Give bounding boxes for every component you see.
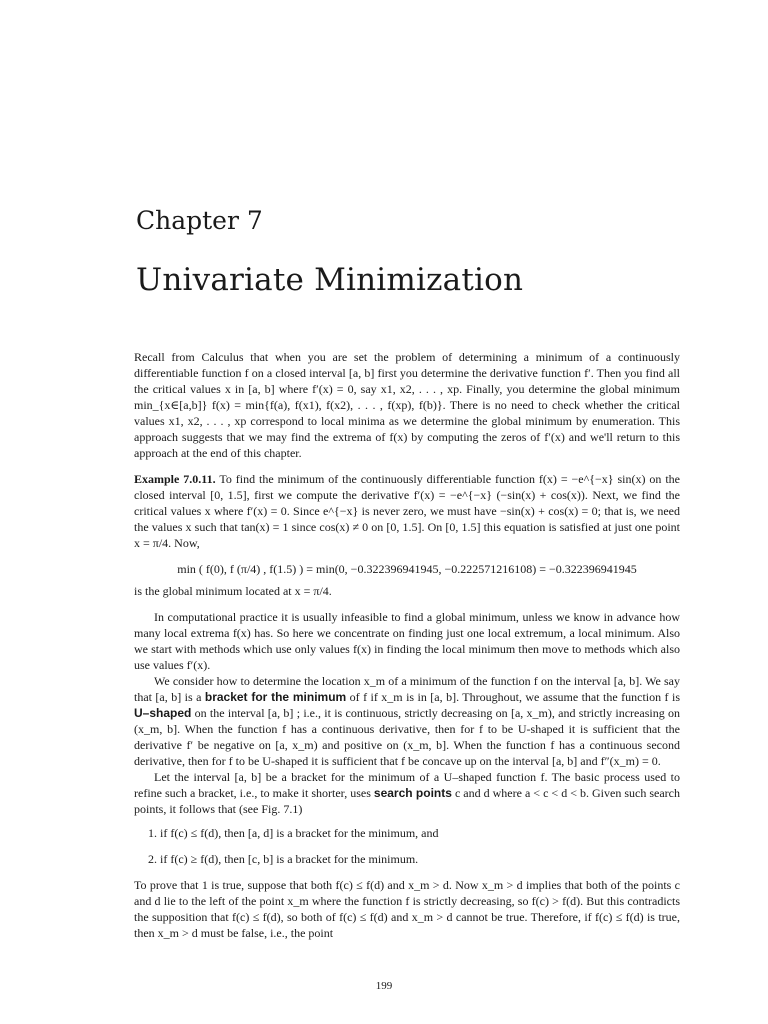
paragraph-bracket-part-c: on the interval [a, b] ; i.e., it is continuous, strictly decreasing on [a, x_m), and strictly increasing on (x_m, b]. When the function f has a continuous derivative, then for f to be U-shaped it is sufficient that the derivative f′ be negative on [a, x_m) and positive on (x_m, b]. When the function f has a continuous second derivative, then for f to be U-shaped it is sufficient that f be concave up on the interval [a, b] and f″(x_m) = 0. — [134, 706, 680, 768]
paragraph-computational: In computational practice it is usually infeasible to find a global minimum, unless we know in advance how many local extrema f(x) has. So here we concentrate on finding just one local extremum, a local minimum. Also we start with methods which use only values f(x) in finding the local minimum then move to methods which also use values f′(x). — [134, 610, 680, 672]
term-bracket-for-minimum: bracket for the minimum — [204, 690, 347, 704]
paragraph-bracket-part-a: We consider how to determine the location x_m of a minimum of the function f on the interval [a, b]. We say that [a, b] is a — [134, 674, 680, 704]
example-heading: Example 7.0.11. — [134, 472, 216, 486]
chapter-label: Chapter 7 — [136, 206, 263, 235]
paragraph-proof: To prove that 1 is true, suppose that both f(c) ≤ f(d) and x_m > d. Now x_m > d implies that both of the points c and d lie to the left of the point x_m where the function f is strictly decreasing, so f(c) > f(d). But this contradicts the supposition that f(c) ≤ f(d), so both of f(c) ≤ f(d) and x_m > d cannot be true. Therefore, if f(c) ≤ f(d) is true, then x_m > d must be false, i.e., the point — [134, 878, 680, 940]
paragraph-search-part-b: c and d where a < c < d < b. Given such search points, it follows that (see Fig. 7.1) — [134, 786, 681, 816]
term-u-shaped: U–shaped — [134, 706, 192, 720]
example-text: To find the minimum of the continuously differentiable function f(x) = −e^{−x} sin(x) on the closed interval [0, 1.5], first we compute the derivative f′(x) = −e^{−x} (−sin(x) + cos(x)). Next, we find the critical values x where f′(x) = 0. Since e^{−x} is never zero, we must have −sin(x) + cos(x) = 0; that is, we need the values x such that tan(x) = 1 since cos(x) ≠ 0 on [0, 1.5]. On [0, 1.5] this equation is satisfied at just one point x = π/4. Now, — [134, 472, 680, 550]
after-display-text: is the global minimum located at x = π/4. — [134, 584, 332, 598]
paragraph-bracket — [134, 673, 680, 769]
chapter-title: Univariate Minimization — [136, 262, 524, 298]
paragraph-search-part-a: Let the interval [a, b] be a bracket for the minimum of a U–shaped function f. The basic process used to refine such a bracket, i.e., to make it shorter, uses — [134, 770, 680, 800]
list-item: 2. if f(c) ≥ f(d), then [c, b] is a bracket for the minimum. — [148, 852, 419, 866]
display-equation: min ( f(0), f (π/4) , f(1.5) ) = min(0, −0.322396941945, −0.222571216108) = −0.322396941945 — [177, 562, 637, 576]
page-number: 199 — [375, 980, 393, 992]
body-text — [134, 349, 680, 941]
paragraph-intro: Recall from Calculus that when you are set the problem of determining a minimum of a continuously differentiable function f on a closed interval [a, b] first you determine the derivative function f′. Then you find all the critical values x in [a, b] where f′(x) = 0, say x1, x2, . . . , xp. Finally, you determine the global minimum min_{x∈[a,b]} f(x) = min{f(a), f(x1), f(x2), . . . , f(xp), f(b)}. There is no need to check whether the critical values x1, x2, . . . , xp correspond to local minima as we determine the global minimum by enumeration. This approach suggests that we may find the extrema of f(x) by computing the zeros of f′(x) and we'll return to this approach at the end of this chapter. — [134, 350, 680, 460]
term-search-points: search points — [373, 786, 452, 800]
paragraph-search-points — [134, 769, 680, 817]
bracket-rules-list — [134, 825, 680, 867]
paragraph-bracket-part-b: of f if x_m is in [a, b]. Throughout, we assume that the function f is — [346, 690, 680, 704]
list-item: 1. if f(c) ≤ f(d), then [a, d] is a bracket for the minimum, and — [148, 826, 439, 840]
example-paragraph — [134, 471, 680, 551]
